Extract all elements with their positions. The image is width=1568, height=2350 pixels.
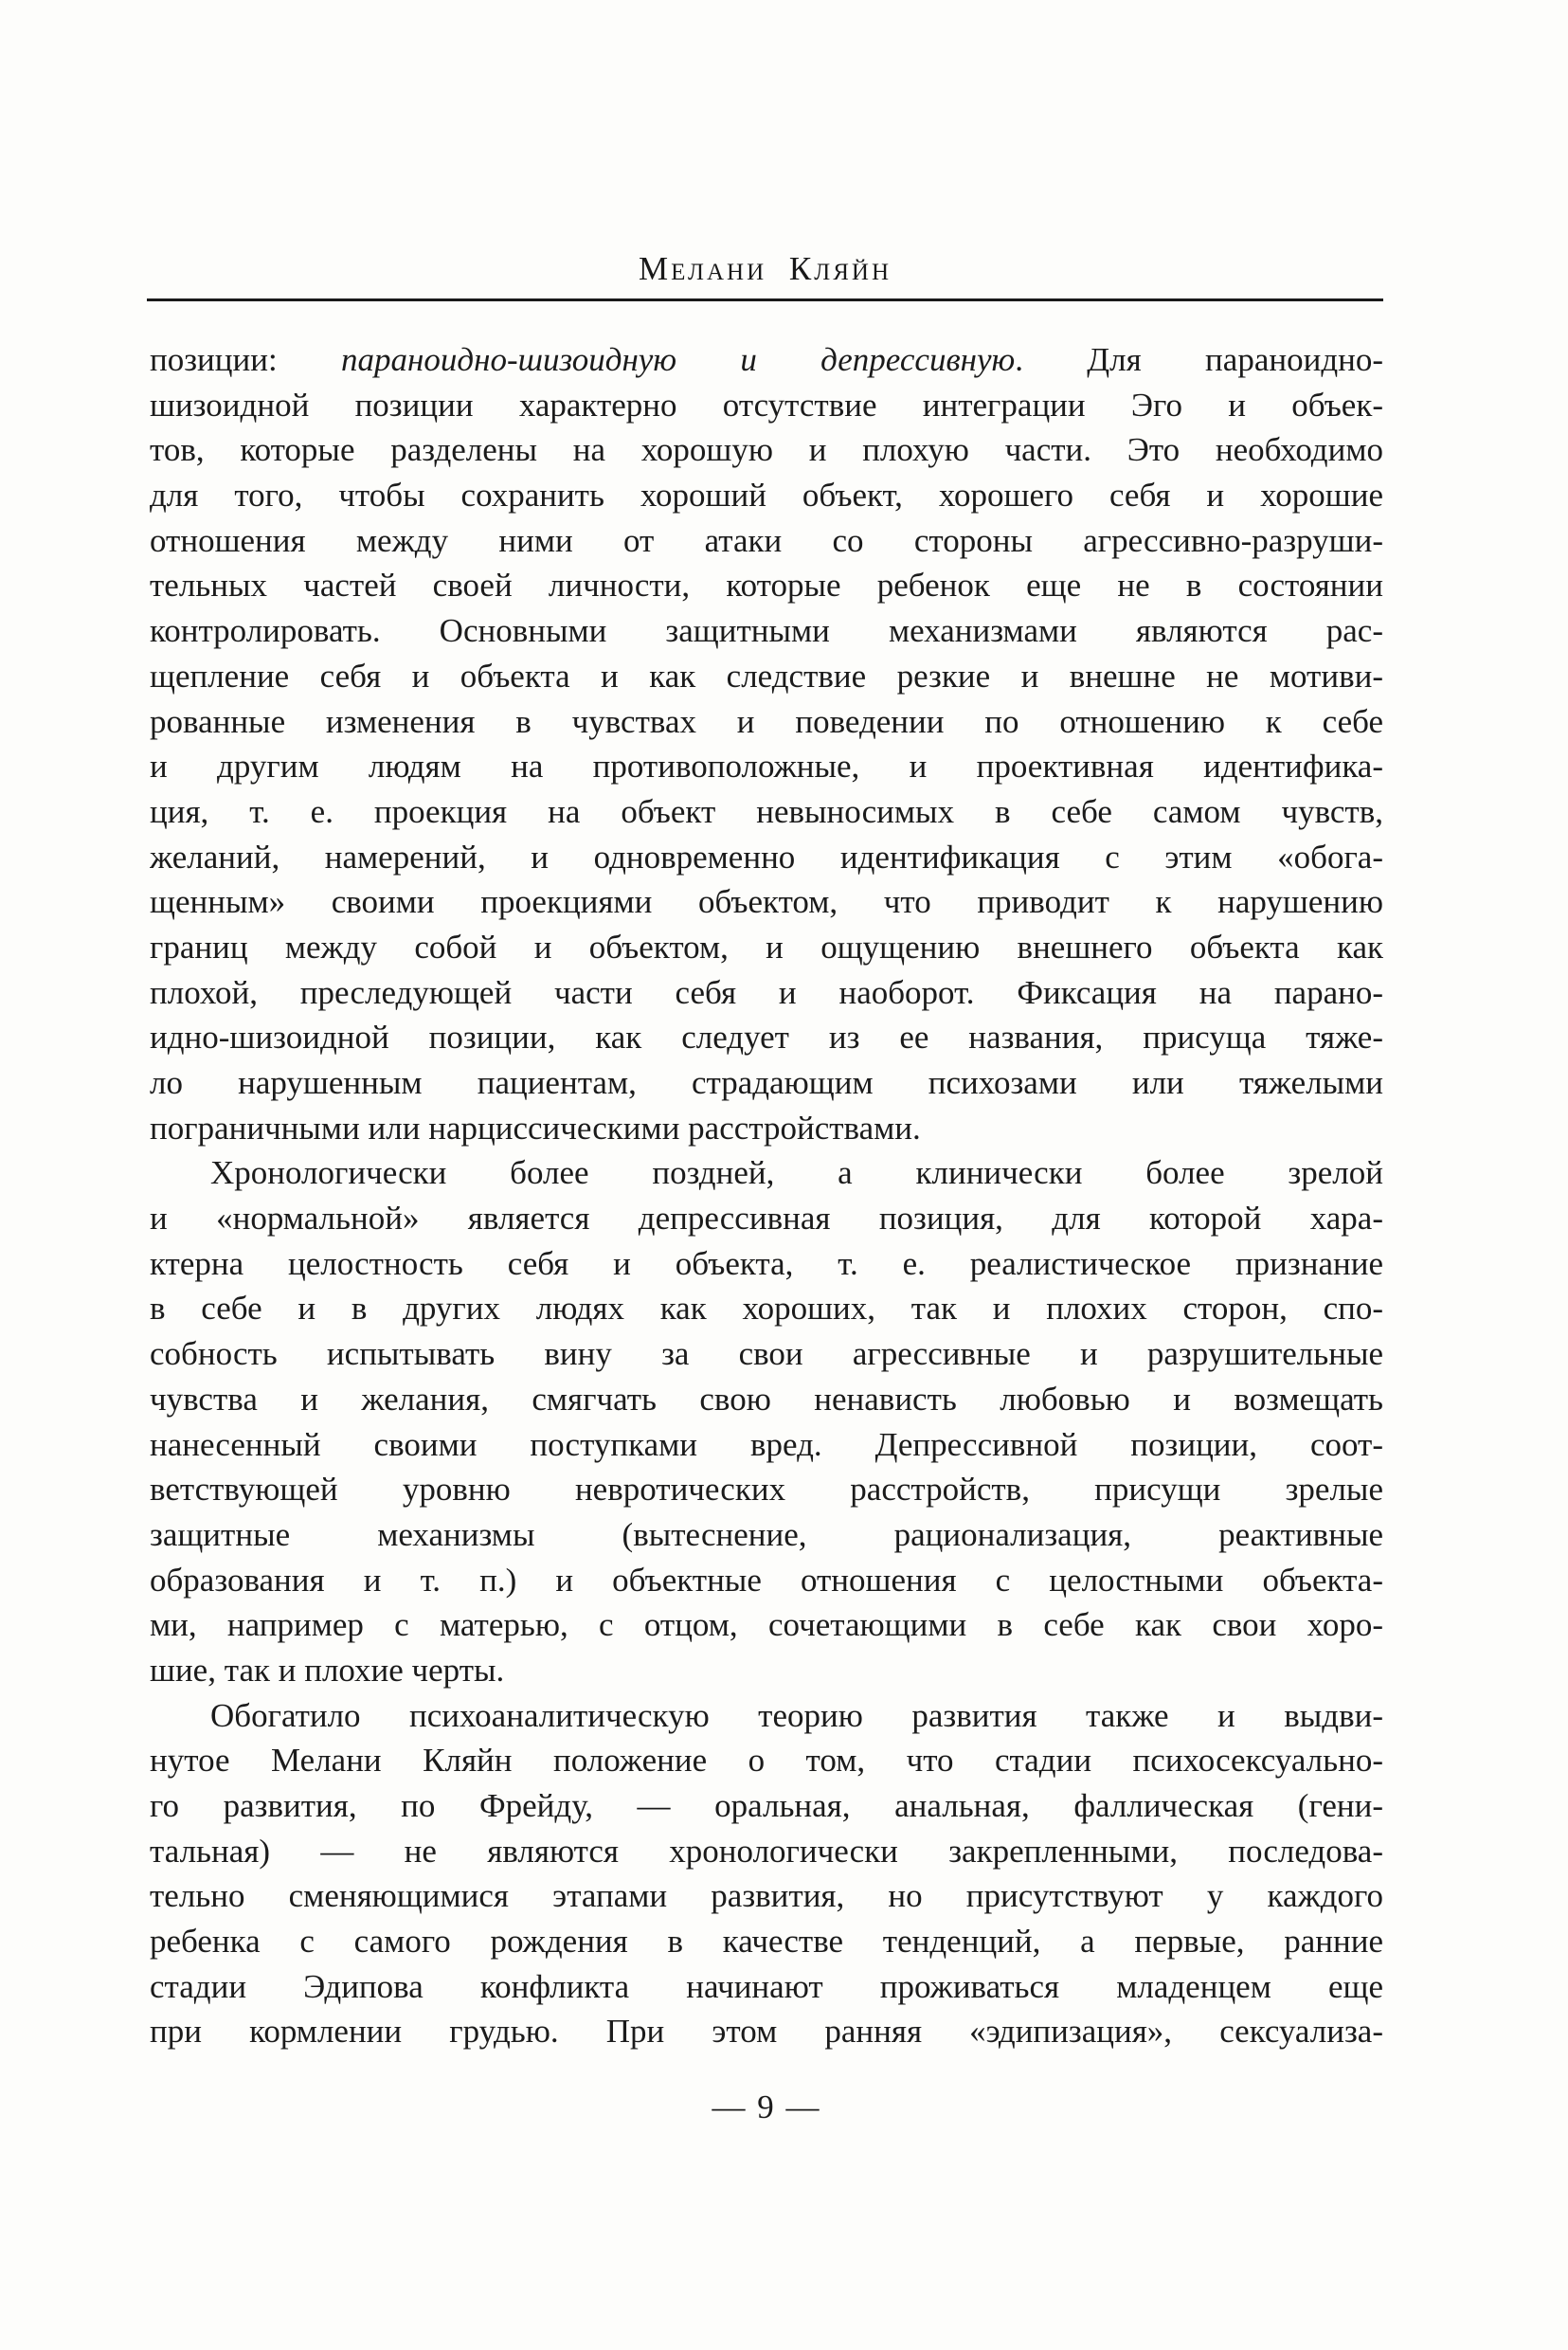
page-number: — 9 — bbox=[712, 2088, 821, 2125]
text-line: ло нарушенным пациентам, страдающим психозами или тяжелыми bbox=[150, 1064, 1383, 1101]
text-line: границ между собой и объектом, и ощущению внешнего объекта как bbox=[150, 928, 1383, 966]
text-line: и другим людям на противоположные, и проективная идентифика- bbox=[150, 748, 1383, 786]
running-header: Мелани Кляйн bbox=[638, 250, 892, 287]
text-line: Обогатило психоаналитическую теорию развития также и выдви- bbox=[210, 1696, 1383, 1734]
text-line: и «нормальной» является депрессивная позиция, для которой хара- bbox=[150, 1200, 1383, 1238]
text-line: шизоидной позиции характерно отсутствие интеграции Эго и объек- bbox=[150, 386, 1383, 424]
text-line: в себе и в других людях как хороших, так и плохих сторон, спо- bbox=[150, 1290, 1383, 1328]
text-line: при кормлении грудью. При этом ранняя «эдипизация», сексуализа- bbox=[150, 2013, 1383, 2051]
text-line: идно-шизоидной позиции, как следует из ее названия, присуща тяже- bbox=[150, 1019, 1383, 1057]
text-line: собность испытывать вину за свои агрессивные и разрушительные bbox=[150, 1335, 1383, 1373]
text-column bbox=[150, 337, 1383, 2054]
text-line: шие, так и плохие черты. bbox=[150, 1651, 505, 1689]
text-line: ребенка с самого рождения в качестве тенденций, а первые, ранние bbox=[150, 1923, 1383, 1961]
text-line: плохой, преследующей части себя и наоборот. Фиксация на парано- bbox=[150, 973, 1383, 1011]
text-line: нутое Мелани Кляйн положение о том, что стадии психосексуально- bbox=[150, 1742, 1383, 1780]
text-line: Хронологически более поздней, а клинически более зрелой bbox=[210, 1154, 1383, 1192]
text-line: образования и т. п.) и объектные отношения с целостными объекта- bbox=[150, 1561, 1383, 1599]
text-line: ветствующей уровню невротических расстройств, присущи зрелые bbox=[150, 1471, 1383, 1509]
text-line: го развития, по Фрейду, — оральная, анальная, фаллическая (гени- bbox=[150, 1787, 1383, 1824]
text-line: нанесенный своими поступками вред. Депрессивной позиции, соот- bbox=[150, 1425, 1383, 1463]
text-line: рованные изменения в чувствах и поведении по отношению к себе bbox=[150, 702, 1383, 740]
text-line: чувства и желания, смягчать свою ненависть любовью и возмещать bbox=[150, 1380, 1383, 1418]
text-line: тельных частей своей личности, которые ребенок еще не в состоянии bbox=[150, 567, 1383, 605]
text-line: для того, чтобы сохранить хороший объект, хорошего себя и хорошие bbox=[150, 477, 1383, 515]
text-line: желаний, намерений, и одновременно идентификация с этим «обога- bbox=[150, 838, 1383, 876]
text-line: позиции: параноидно-шизоидную и депрессивную. Для параноидно- bbox=[150, 341, 1383, 378]
text-line: тельно сменяющимися этапами развития, но присутствуют у каждого bbox=[150, 1877, 1383, 1915]
text-line: защитные механизмы (вытеснение, рационализация, реактивные bbox=[150, 1515, 1383, 1553]
text-line: ция, т. е. проекция на объект невыносимых в себе самом чувств, bbox=[150, 792, 1383, 830]
text-line: ми, например с матерью, с отцом, сочетающими в себе как свои хоро- bbox=[150, 1606, 1383, 1644]
text-line: отношения между ними от атаки со стороны агрессивно-разруши- bbox=[150, 521, 1383, 559]
text-line: щенным» своими проекциями объектом, что приводит к нарушению bbox=[150, 883, 1383, 921]
text-line: тов, которые разделены на хорошую и плохую части. Это необходимо bbox=[150, 431, 1383, 469]
text-line: ктерна целостность себя и объекта, т. е. реалистическое признание bbox=[150, 1244, 1383, 1282]
text-line: стадии Эдипова конфликта начинают проживаться младенцем еще bbox=[150, 1967, 1383, 2005]
text-line: тальная) — не являются хронологически закрепленными, последова- bbox=[150, 1832, 1383, 1870]
header-rule bbox=[147, 298, 1383, 301]
text-line: щепление себя и объекта и как следствие резкие и внешне не мотиви- bbox=[150, 657, 1383, 695]
text-line: пограничными или нарциссическими расстройствами. bbox=[150, 1109, 921, 1147]
text-line: контролировать. Основными защитными механизмами являются рас- bbox=[150, 612, 1383, 650]
